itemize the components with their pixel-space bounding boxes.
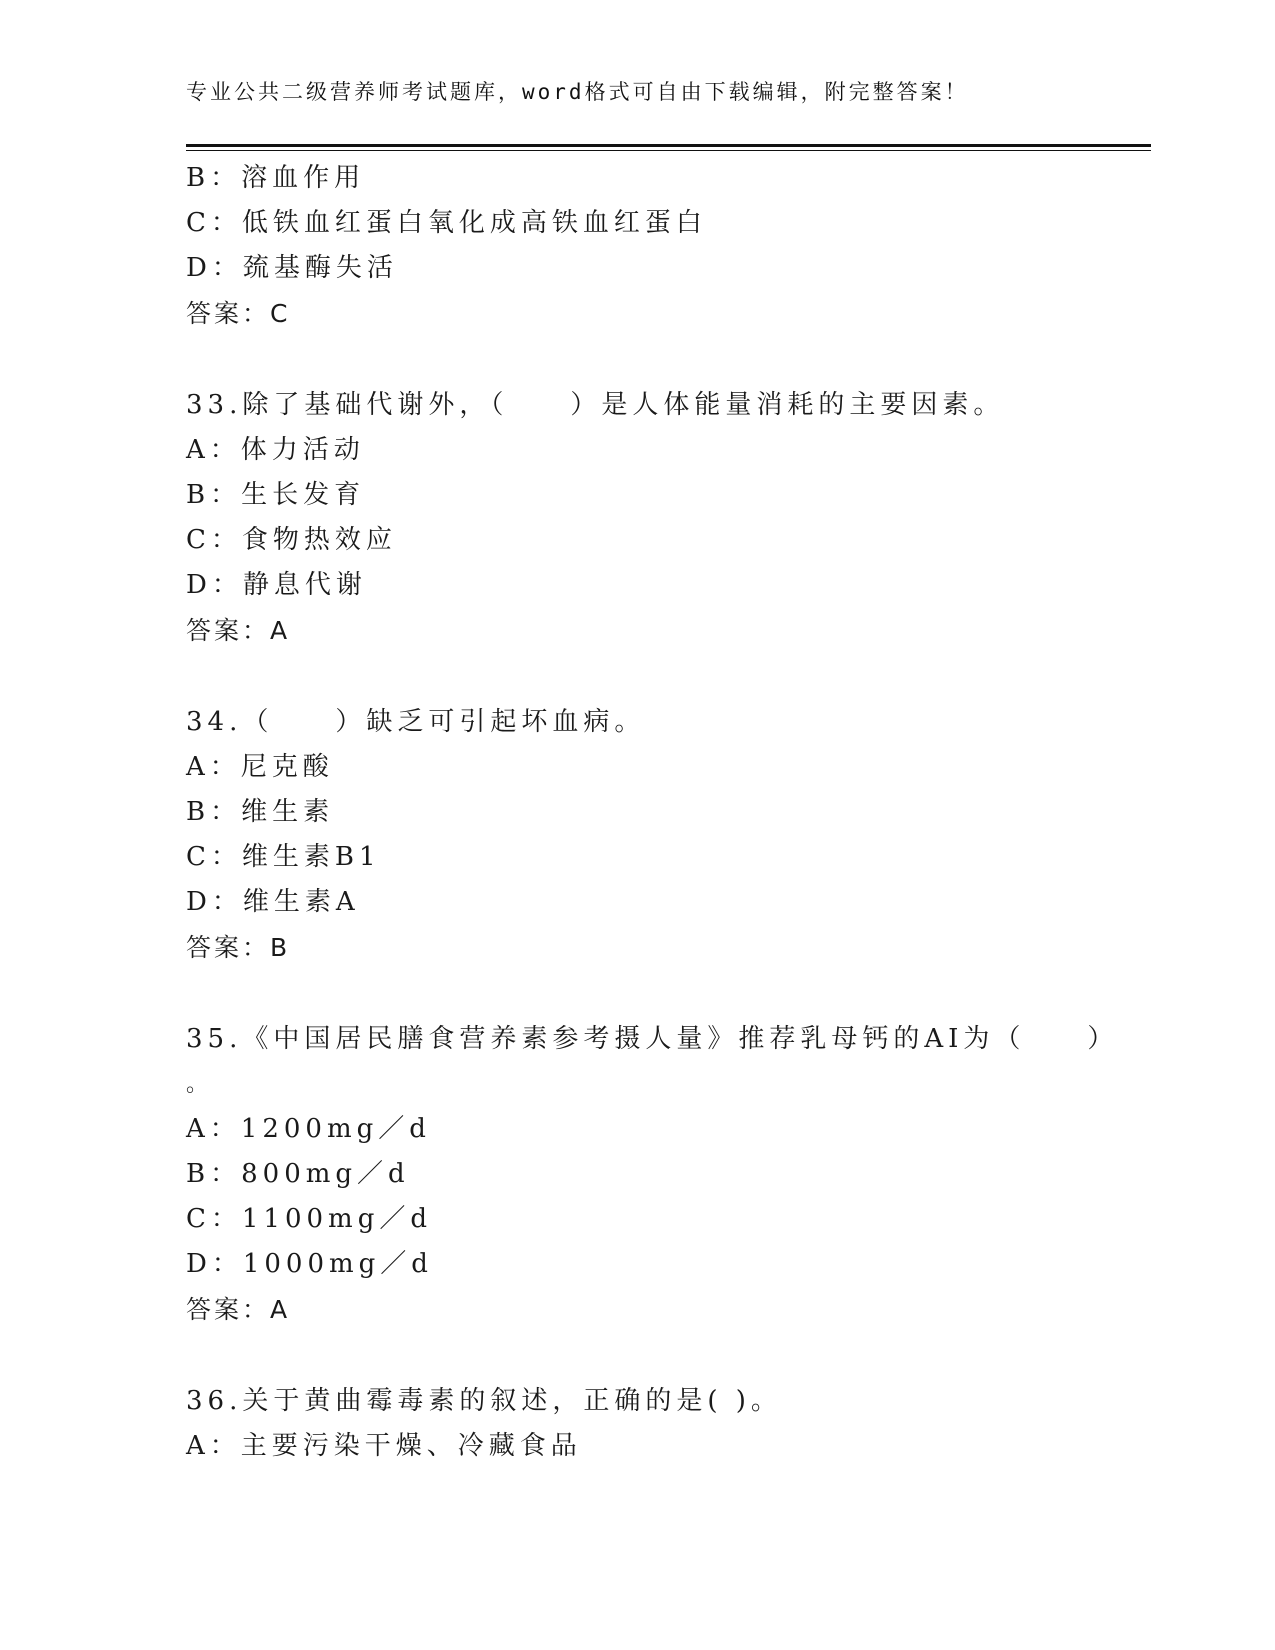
question-32-continued xyxy=(186,156,1086,336)
question-stem: 34.（ ）缺乏可引起坏血病。 xyxy=(186,707,646,737)
option-d: D：巯基酶失活 xyxy=(186,253,398,283)
option-b: B：维生素 xyxy=(186,797,335,827)
answer-label: 答案：B xyxy=(186,933,291,962)
option-b: B：生长发育 xyxy=(186,480,366,510)
question-36 xyxy=(186,1379,1086,1469)
question-stem: 36.关于黄曲霉毒素的叙述，正确的是( )。 xyxy=(186,1386,782,1416)
question-stem: 35.《中国居民膳食营养素参考摄人量》推荐乳母钙的AI为（ ） xyxy=(186,1024,1119,1054)
answer-label: 答案：A xyxy=(186,616,291,645)
option-a: A：尼克酸 xyxy=(186,752,334,782)
option-c: C：低铁血红蛋白氧化成高铁血红蛋白 xyxy=(186,208,707,238)
option-b: B：溶血作用 xyxy=(186,163,366,193)
option-c: C：维生素B1 xyxy=(186,842,381,872)
question-34 xyxy=(186,700,1086,970)
option-a: A：主要污染干燥、冷藏食品 xyxy=(186,1431,582,1461)
option-c: C：1100mg／d xyxy=(186,1204,433,1234)
question-35 xyxy=(186,1017,1119,1332)
option-d: D：维生素A xyxy=(186,887,360,917)
option-a: A：体力活动 xyxy=(186,435,365,465)
option-d: D：1000mg／d xyxy=(186,1249,433,1279)
question-33 xyxy=(186,383,1086,653)
question-stem: 33.除了基础代谢外，（ ）是人体能量消耗的主要因素。 xyxy=(186,390,1005,420)
option-d: D：静息代谢 xyxy=(186,570,367,600)
answer-label: 答案：A xyxy=(186,1295,291,1324)
header-divider xyxy=(186,144,1151,151)
question-stem-continuation: 。 xyxy=(186,1072,214,1097)
option-b: B：800mg／d xyxy=(186,1159,410,1189)
answer-label: 答案：C xyxy=(186,299,291,328)
page-header: 专业公共二级营养师考试题库，word格式可自由下载编辑，附完整答案！ xyxy=(186,80,969,104)
option-a: A：1200mg／d xyxy=(186,1114,431,1144)
question-list xyxy=(186,156,1119,1469)
option-c: C：食物热效应 xyxy=(186,525,397,555)
